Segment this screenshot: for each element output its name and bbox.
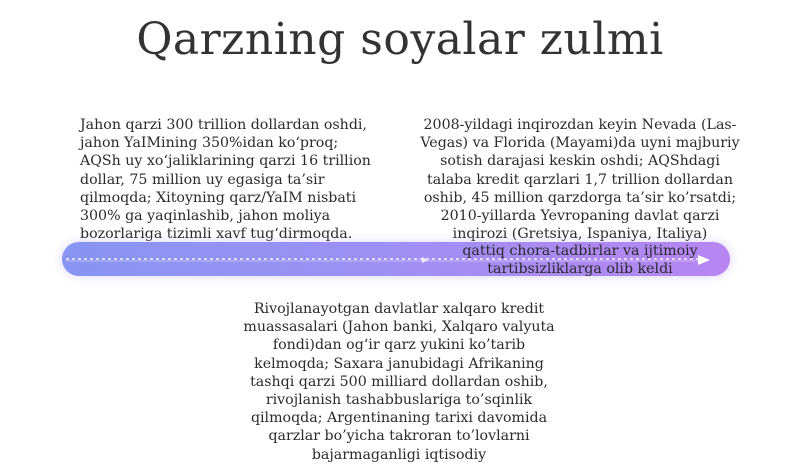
page-title: Qarzning soyalar zulmi <box>136 14 664 65</box>
timeline-arrow <box>62 242 730 276</box>
text-block-developing-countries: Rivojlanayotgan davlatlar xalqaro kredit muassasalari (Jahon banki, Xalqaro valyuta fondi)dan og‘ir qarz yukini ko’tarib kelmoqda; Saxara janubidagi Afrikaning tashqi qarzi 500 milliard dollardan oshib, rivojlanish tashabbuslariga to’sqinlik qilmoqda; Argentinaning tarixi davomida qarzlar bo’yicha takroran to’lovlarni bajarmaganligi iqtisodiy <box>243 301 555 463</box>
timeline-bar <box>62 242 730 276</box>
text-block-world-debt: Jahon qarzi 300 trillion dollardan oshdi, jahon YaIMining 350%idan ko‘proq; AQSh uy xo‘jaliklarining qarzi 16 trillion dollar, 75 million uy egasiga ta’sir qilmoqda; Xitoyning qarz/YaIM nisbati 300% ga yaqinlashib, jahon moliya bozorlariga tizimli xavf tug‘dirmoqda. <box>80 117 371 243</box>
text-block-crisis: 2008-yildagi inqirozdan keyin Nevada (Las-Vegas) va Florida (Mayami)da uyni majburiy sotish darajasi keskin oshdi; AQShdagi talaba kredit qarzlari 1,7 trillion dollardan oshib, 45 million qarzdorga ta’sir ko’rsatdi; 2010-yillarda Yevropaning davlat qarzi inqirozi (Gretsiya, Ispaniya, Italiya) <box>420 117 740 243</box>
timeline-overlay-text: qattiq chora-tadbirlar va ijtimoiy tartibsizliklarga olib keldi <box>462 243 698 278</box>
